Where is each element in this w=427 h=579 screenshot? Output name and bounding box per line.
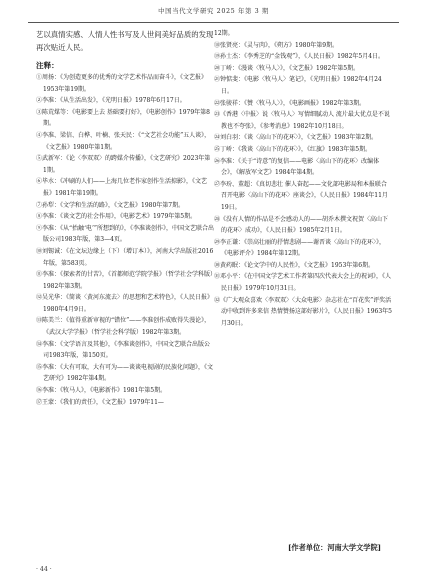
footnote-item: ⑪李准：《探索者的甘苦》，《首都师范学院学报》（哲学社会学科版）1982年第3期。: [36, 271, 214, 290]
footnote-item: 12期。: [214, 30, 234, 37]
footnote-item: ㉛邓小平：《在中国文学艺术工作者第四次代表大会上的祝词》，《人民日报》1979年10月31日。: [214, 273, 392, 293]
footnote-item: ㉕丁峤：《我谈〈高山下的花环〉》，《红旗》1983年第5期。: [214, 145, 372, 153]
footnote-item: ㉔刘白羽：《谈〈高山下的花环〉》，《文艺报》1983年第2期。: [214, 134, 378, 142]
footnote-item: ㉑钟惦斐：《电影〈牧马人〉笔记》，《光明日报》1982年4月24日。: [214, 76, 382, 95]
header-divider: [28, 22, 399, 23]
footnote-item: ⑮李准：《大有可取，大有可为——谈谈电视剧的民族化问题》，《文艺研究》1982年第4期。: [36, 363, 214, 383]
footnote-item: ⑬陈美兰：《值得重新审视的“错位”——李准创作成败得失漫论》，《武汉大学学报》（哲学社会科学版）1982年第3期。: [36, 317, 211, 337]
left-column: [36, 28, 214, 408]
footnote-item: ⑱张贤亮：《灵与肉》，《朔方》1980年第9期。: [214, 41, 339, 49]
footnote-item: ⑨李准：《从“抬触‘电’”所想到的》，《李准谈创作》，中国文艺联合出版公司1983年版，第3—4页。: [36, 224, 214, 244]
body-paragraph: 艺以真情实感、人情人性书写及人世间美好品质的发现再次贴近人民。: [36, 30, 214, 52]
footnote-item: ⑥毕水：《冲刷的人们——上海几位老作家创作生活掠影》，《文艺报》1981年第19期。: [36, 178, 208, 197]
footnote-item: ㉜《广大观众喜欢〈李双双〉〈大众电影〉杂志社在“百花奖”评奖活动中收到许多来信 热情赞扬这部好影片》，《人民日报》1963年5月30日。: [214, 296, 392, 327]
footnote-item: ㉒张骏祥：《赞〈牧马人〉》，《电影画报》1982年第3期。: [214, 99, 366, 107]
footnote-item: ⑭李准：《文学语言及其他》，《李准谈创作》，中国文艺联合出版公司1983年版，第150页。: [36, 340, 211, 360]
footnote-item: ①周扬：《为创造更多的优秀的文学艺术作品而奋斗》，《文艺报》1953年第19期。: [36, 74, 208, 93]
right-column: [214, 28, 392, 329]
footnote-item: ⑯李准：《牧马人》，《电影新作》1981年第5期。: [36, 387, 167, 395]
footnote-item: ④李准、梁信、白桦、叶楠、张天民：《“文艺社会功能”五人谈》，《文艺报》1980年第1期。: [36, 131, 211, 151]
footnote-item: ⑦孙犁：《文学和生活的路》，《文艺报》1980年第7期。: [36, 201, 185, 209]
footnote-item: ②李准：《从生活出发》，《光明日报》1978年6月17日。: [36, 97, 186, 105]
footnote-item: ㉘《没有人情的作品是不会感动人的——胡乔木撰文祝贺〈高山下的花环〉成功》，《人民日报》1985年2月1日。: [214, 215, 389, 235]
journal-title: 中国当代文学研究 2025 年第 3 期: [158, 7, 269, 15]
footnote-item: ⑰王蒙：《我们的责任》，《文艺报》1979年11—: [36, 398, 164, 406]
footnote-item: ③陈荒煤等：《电影要上去 基础要打好》，《电影创作》1979年第8期。: [36, 108, 210, 128]
footnote-item: ⑫吴光华：《简谈〈黄河东流去〉的思想和艺术特色》，《人民日报》1980年4月9日。: [36, 294, 214, 313]
footnote-item: ㉚黄药眠：《论文学中的人民性》，《文艺报》1953年第6期。: [214, 261, 375, 269]
notes-heading: 注释：: [36, 61, 59, 70]
footnote-item: ㉖李准：《关于“诗意”的复信——电影〈高山下的花环〉改编体会》，《解放军文艺》1984年第4期。: [214, 157, 380, 177]
author-affiliation: [作者单位：河南大学文学院]: [288, 543, 382, 552]
footnote-item: ⑤武新军：《论〈李双双〉的跨媒介传播》，《文艺研究》2023年第1期。: [36, 155, 211, 174]
footnote-item: ㉓《香港〈中报〉说〈牧马人〉写情细腻动人 流片最大优点是不说教也不夸张》，《参考消息》1982年10月18日。: [214, 111, 390, 130]
page-number: · 44 ·: [36, 566, 52, 573]
footnote-item: ⑩刘锡诚：《在文坛边缘上（下）（增订本）》，河南大学出版社2016年版，第583页。: [36, 247, 214, 267]
footnote-item: ⑳丁峤：《漫谈〈牧马人〉》，《文艺报》1982年第5期。: [214, 64, 360, 72]
page-header: [0, 6, 427, 20]
footnote-item: ㉗李玢、董超：《真切悲壮 催人奋起——文化部电影局和本报联合召开电影〈高山下的花环〉座谈会》，《人民日报》1984年11月19日。: [214, 180, 388, 211]
footnote-item: ㉙李正谦：《崇高壮丽的抒情悲剧——谢晋谈〈高山下的花环〉》，《电影评介》1984年第12期。: [214, 238, 386, 258]
notes-list-right: [214, 28, 392, 329]
footnote-item: ⑧李准：《谈文艺的社会作用》，《电影艺术》1979年第5期。: [36, 213, 197, 221]
footnote-item: ⑲孙士杰：《李秀芝的“金钱观”》，《人民日报》1982年5月4日。: [214, 53, 385, 61]
notes-list-left: [36, 72, 214, 408]
